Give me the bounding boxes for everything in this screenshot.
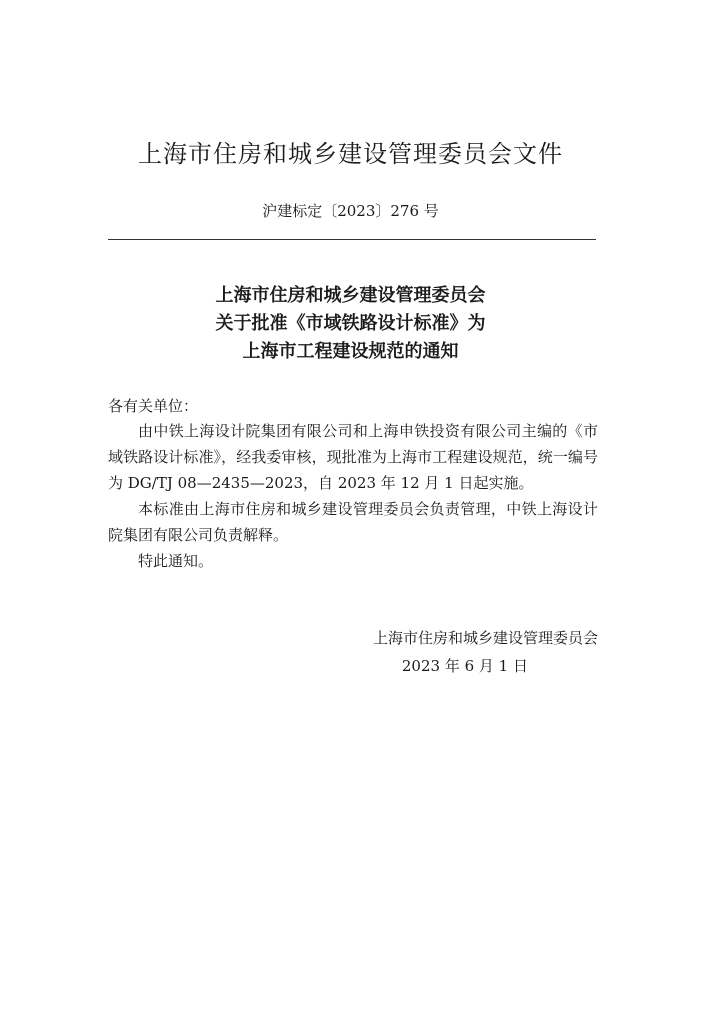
header-divider <box>108 239 596 240</box>
notice-title-line: 上海市工程建设规范的通知 <box>242 341 459 362</box>
signature-date: 2023 年 6 月 1 日 <box>401 657 528 675</box>
salutation: 各有关单位： <box>108 397 199 415</box>
body-paragraph: 特此通知。 <box>138 552 214 570</box>
notice-title-line: 关于批准《市域铁路设计标准》为 <box>215 313 486 334</box>
notice-title <box>0 282 701 366</box>
signature-block <box>300 624 598 680</box>
document-number: 沪建标定〔2023〕276 号 <box>262 202 439 220</box>
issuer-title: 上海市住房和城乡建设管理委员会文件 <box>138 140 563 168</box>
body-paragraph: 本标准由上海市住房和城乡建设管理委员会负责管理，中铁上海设计院集团有限公司负责解释。 <box>108 500 598 544</box>
signature-organization: 上海市住房和城乡建设管理委员会 <box>372 629 598 647</box>
notice-body <box>108 418 598 574</box>
body-paragraph: 由中铁上海设计院集团有限公司和上海申铁投资有限公司主编的《市域铁路设计标准》，经我委审核，现批准为上海市工程建设规范，统一编号为 DG/TJ 08—2435—2023，自 2023 年 12 月 1 日起实施。 <box>108 422 598 492</box>
notice-title-line: 上海市住房和城乡建设管理委员会 <box>215 285 486 306</box>
